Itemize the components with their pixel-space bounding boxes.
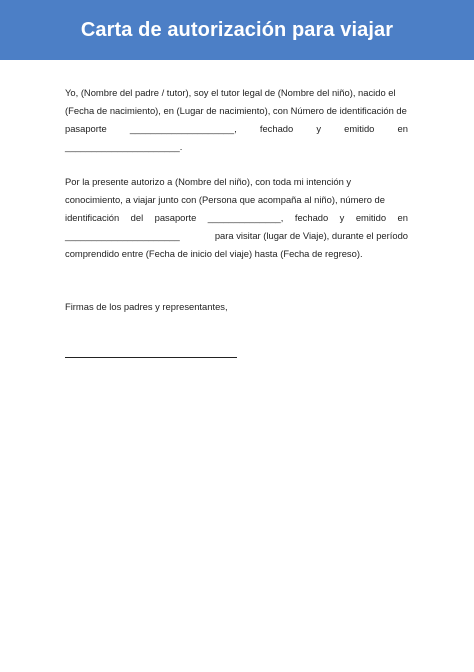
text-word: y <box>339 212 345 223</box>
text-word: fechado <box>259 123 294 134</box>
paragraph-spacer <box>65 156 408 173</box>
signature-line <box>65 357 237 358</box>
paragraph-authorization <box>65 173 408 263</box>
paragraph-line <box>65 227 408 245</box>
passport-blank: ____________________, <box>129 123 237 134</box>
text-word: emitido <box>344 123 375 134</box>
text-line: para visitar (lugar de Viaje), durante el período <box>214 230 408 241</box>
paragraph-line <box>65 245 408 263</box>
text-word: en <box>397 212 408 223</box>
text-word: del <box>130 212 144 223</box>
paragraph-line <box>65 84 408 102</box>
text-word: identificación <box>65 212 120 223</box>
paragraph-line <box>65 138 408 156</box>
text-word: en <box>397 123 408 134</box>
text-word: pasaporte <box>154 212 197 223</box>
paragraph-line <box>65 191 408 209</box>
text-line: (Fecha de nacimiento), en (Lugar de nacimiento), con Número de identificación de <box>65 105 407 116</box>
text-line: comprendido entre (Fecha de inicio del viaje) hasta (Fecha de regreso). <box>65 248 363 259</box>
letter-body <box>65 84 408 263</box>
paragraph-line <box>65 209 408 227</box>
paragraph-line <box>65 120 408 138</box>
header-banner <box>0 0 474 60</box>
paragraph-declaration <box>65 84 408 156</box>
text-line: conocimiento, a viajar junto con (Persona que acompaña al niño), número de <box>65 194 385 205</box>
place-blank: ______________________ <box>65 230 180 241</box>
text-word: emitido <box>355 212 387 223</box>
paragraph-line <box>65 102 408 120</box>
paragraph-line <box>65 173 408 191</box>
text-line: Yo, (Nombre del padre / tutor), soy el tutor legal de (Nombre del niño), nacido el <box>65 87 396 98</box>
text-word: pasaporte <box>65 123 107 134</box>
passport-blank: ______________, <box>207 212 284 223</box>
place-blank: ______________________. <box>65 141 183 152</box>
document-title: Carta de autorización para viajar <box>80 19 394 41</box>
signatures-label: Firmas de los padres y representantes, <box>65 301 228 312</box>
text-word: fechado <box>294 212 329 223</box>
text-line: Por la presente autorizo a (Nombre del niño), con toda mi intención y <box>65 176 352 187</box>
text-word: y <box>316 123 322 134</box>
